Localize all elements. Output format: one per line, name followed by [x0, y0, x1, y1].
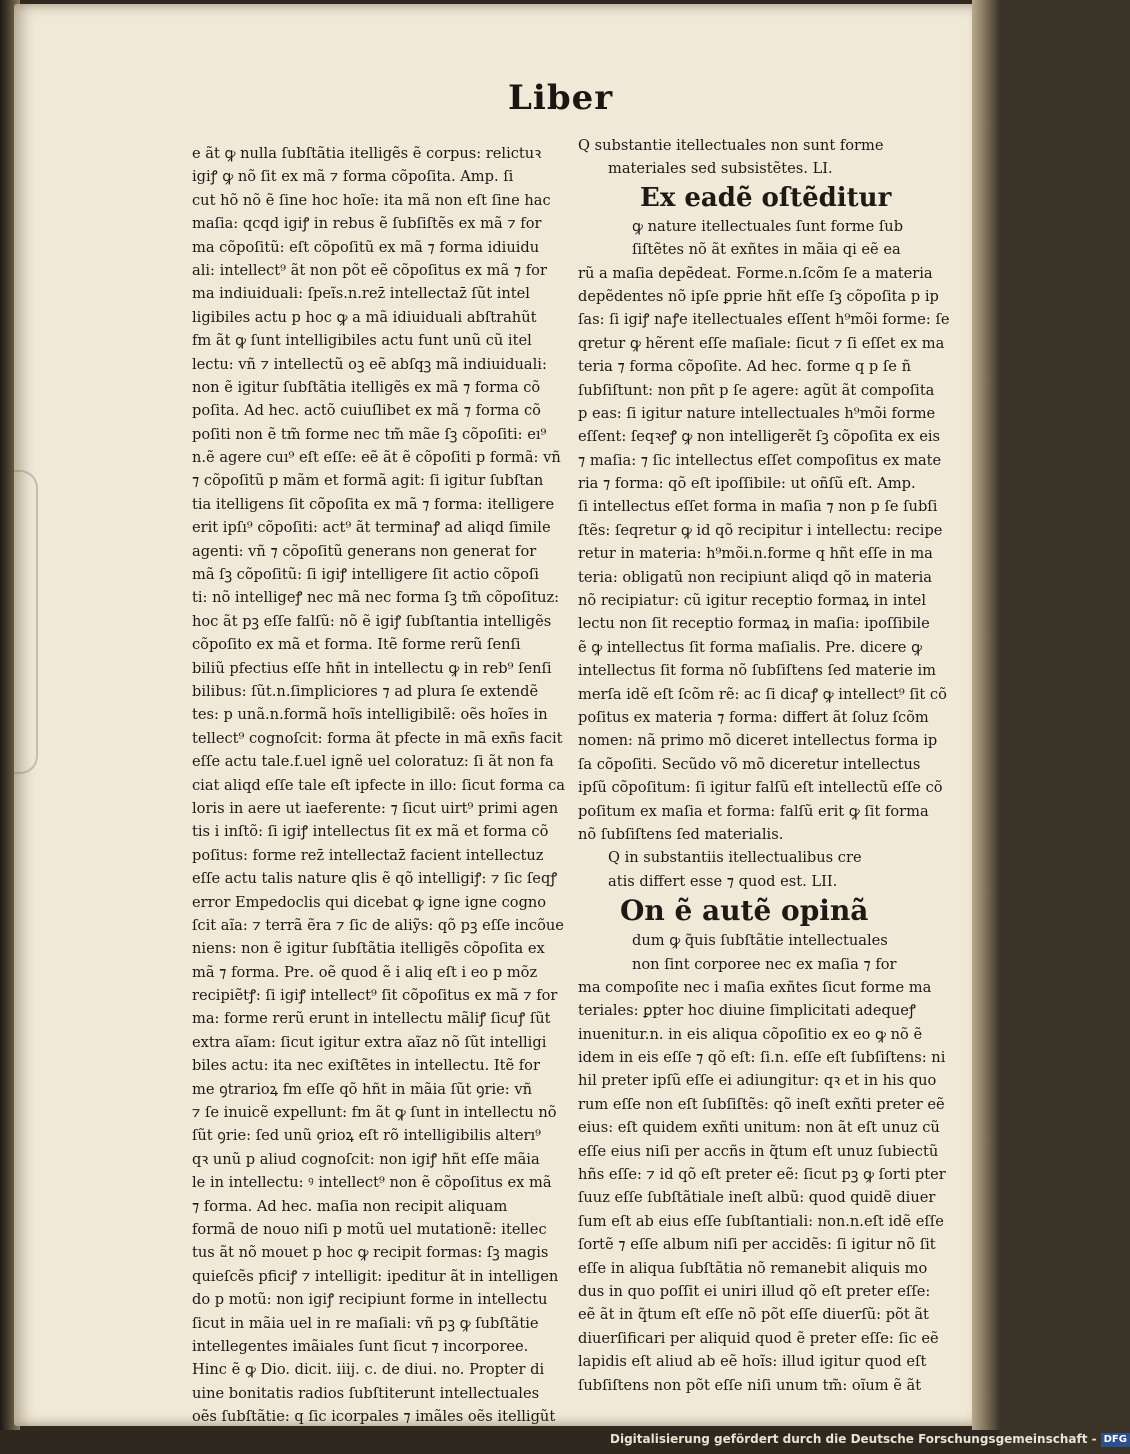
text-line: poſitum ex maſia et forma: falſũ erit ꝙ ſit forma	[578, 802, 929, 820]
chapter-heading: Ex eadẽ oſtẽditur	[640, 182, 892, 213]
text-line: teria: obligatũ non recipiunt aliqd qõ in materia	[578, 568, 933, 586]
text-line: non ſint corporee nec ex maſia ⁊ for	[632, 955, 897, 973]
text-line: ⁊ forma. Ad hec. maſia non recipit aliquam	[192, 1197, 508, 1215]
text-line: merſa idẽ eſt ſcõm rẽ: ac ſi dicaꝭ ꝙ intellect⁹ ſit cõ	[578, 685, 947, 703]
text-line: eſſe actu talis nature qlis ẽ qõ intelligiꝭ: ⁊ ſic ſeqꝭ	[192, 870, 558, 888]
text-line: hñs eſſe: ⁊ id qõ eſt preter eẽ: ſicut pꝫ ꝙ ſorti pter	[578, 1166, 946, 1184]
chapter-51-text	[578, 215, 950, 847]
text-line: maſia: qcqd igiꝭ in rebus ẽ ſubſiſtẽs ex mã ⁊ for	[192, 215, 542, 233]
text-line: extra aĩam: ſicut igitur extra aĩaz nõ ſũt intelligi	[192, 1033, 547, 1051]
text-line: uine bonitatis radios ſubſtiterunt intellectuales	[192, 1384, 540, 1402]
text-line: ma compoſite nec i maſia exñtes ſicut forme ma	[578, 978, 932, 996]
text-line: poſitus: forme rez̄ intellectaz̄ facient intellectuz	[192, 846, 544, 864]
text-line: ⁊ ſe inuicẽ expellunt: fm ãt ꝙ ſunt in intellectu nõ	[192, 1104, 557, 1122]
chapter-rubric-line: Q in substantiis itellectualibus cre	[608, 849, 862, 867]
text-line: ſũt ꝯrie: ſed unũ ꝯrioꝝ eſt rõ intelligibilis alterı⁹	[192, 1127, 541, 1145]
text-line: ciat aliqd eſſe tale eſt ipfecte in illo: ſicut forma ca	[192, 776, 565, 794]
text-line: lectu: vñ ⁊ intellectũ oꝫ eẽ abſqꝫ mã indiuiduali:	[192, 355, 547, 373]
text-line: intellegentes imãiales ſunt ſicut ⁊ incorporee.	[192, 1337, 529, 1355]
text-line: ſtẽs: ſeqretur ꝙ id qõ recipitur i intellectu: recipe	[578, 521, 943, 539]
text-line: inuenitur.n. in eis aliqua cõpoſitio ex eo ꝙ nõ ẽ	[578, 1025, 923, 1043]
text-line: depẽdentes nõ ipſe ꝑprie hñt eſſe ſꝫ cõpoſita p ip	[578, 287, 939, 305]
text-line: idem in eis eſſe ⁊ qõ eſt: ſi.n. eſſe eſt ſubſiſtens: ni	[578, 1049, 946, 1067]
dfg-logo: DFG	[1101, 1433, 1130, 1447]
text-line: mã ſꝫ cõpoſitũ: ſi igiꝭ intelligere ſit actio cõpoſi	[192, 566, 539, 584]
text-line: me ꝯtrarioꝝ fm eſſe qõ hñt in mãia ſũt ꝯrie: vñ	[192, 1080, 532, 1098]
text-line: dus in quo poſſit ei uniri illud qõ eſt preter eſſe:	[578, 1282, 931, 1300]
chapter-52-text	[578, 929, 946, 1397]
text-line: p eas: ſi igitur nature intellectuales h⁹mõi forme	[578, 404, 936, 422]
text-line: tis i inſtõ: ſi igiꝭ intellectus ſit ex mã et forma cõ	[192, 823, 549, 841]
text-line: ſi intellectus eſſet forma in maſia ⁊ non p ſe ſubſi	[578, 498, 938, 516]
text-line: eẽ ãt in q̃tum eſt eſſe nõ põt eſſe diuerſũ: põt ãt	[578, 1306, 929, 1324]
text-line: cut hõ nõ ẽ ſine hoc hoĩe: ita mã non eſt ſine hac	[192, 191, 551, 209]
text-line: ⁊ maſia: ⁊ ſic intellectus eſſet compoſitus ex mate	[578, 451, 942, 469]
text-line: biliũ pfectius eſſe hñt in intellectu ꝙ in reb⁹ ſenſi	[192, 659, 552, 677]
text-line: formã de nouo niſi p motũ uel mutationẽ: itellec	[192, 1220, 547, 1238]
text-line: mã ⁊ forma. Pre. oẽ quod ẽ i aliq eſt i eo p mõz	[192, 963, 538, 981]
text-line: igiꝭ ꝙ nõ ſit ex mã ⁊ forma cõpoſita. Amp. ſi	[192, 168, 514, 186]
text-line: ali: intellect⁹ ãt non põt eẽ cõpoſitus ex mã ⁊ for	[192, 261, 547, 279]
right-text-column	[578, 134, 950, 1397]
text-line: eſſent: ſeqꝛeꝭ ꝙ non intelligerẽt ſꝫ cõpoſita ex eis	[578, 428, 941, 446]
text-line: eſſe in aliqua ſubſtãtia nõ remanebit aliquis mo	[578, 1259, 928, 1277]
text-line: tes: p unã.n.formã hoĩs intelligibilẽ: oẽs hoĩes in	[192, 706, 548, 724]
chapter-rubric-line: atis differt esse ⁊ quod est. LII.	[608, 872, 838, 890]
text-line: eſſe eius niſi per accñs in q̃tum eſt unuz ſubiectũ	[578, 1142, 939, 1160]
text-line: recipiẽtꝭ: ſi igiꝭ intellect⁹ ſit cõpoſitus ex mã ⁊ for	[192, 987, 558, 1005]
text-line: n.ẽ agere cuı⁹ eſt eſſe: eẽ ãt ẽ cõpoſiti p formã: vñ	[192, 449, 561, 467]
text-line: lapidis eſt aliud ab eẽ hoĩs: illud igitur quod eſt	[578, 1353, 927, 1371]
text-line: ꝙ nature itellectuales ſunt forme ſub	[632, 217, 904, 235]
text-line: error Empedoclis qui dicebat ꝙ igne igne cogno	[192, 893, 547, 911]
text-line: rũ a maſia depẽdeat. Forme.n.ſcõm ſe a materia	[578, 264, 933, 282]
text-line: intellectus ſit forma nõ ſubſiſtens ſed materie im	[578, 662, 936, 680]
text-line: teriales: ꝑpter hoc diuine ſimplicitati adequeꝭ	[578, 1002, 916, 1020]
text-line: Hinc ẽ ꝙ Dio. dicit. iiij. c. de diui. no. Propter di	[192, 1361, 545, 1379]
chapter-heading: On ẽ autẽ opinã	[620, 894, 869, 928]
text-line: poſita. Ad hec. actõ cuiuſlibet ex mã ⁊ forma cõ	[192, 402, 541, 420]
text-line: niens: non ẽ igitur ſubſtãtia itelligẽs cõpoſita ex	[192, 940, 545, 958]
text-line: ſicut in mãia uel in re maſiali: vñ pꝫ ꝙ ſubſtãtie	[192, 1314, 539, 1332]
text-line: ligibiles actu p hoc ꝙ a mã idiuiduali abſtrahũt	[192, 308, 537, 326]
text-line: nomen: nã primo mõ diceret intellectus forma ip	[578, 732, 938, 750]
text-line: quieſcẽs pficiꝭ ⁊ intelligit: ipeditur ãt in intelligen	[192, 1267, 559, 1285]
text-line: ma cõpoſitũ: eſt cõpoſitũ ex mã ⁊ forma idiuidu	[192, 238, 540, 256]
text-line: nõ ſubſiſtens ſed materialis.	[578, 825, 784, 843]
chapter-rubric-line: materiales sed subsistẽtes. LI.	[608, 160, 833, 178]
text-line: tus ãt nõ mouet p hoc ꝙ recipit formas: ſꝫ magis	[192, 1244, 549, 1262]
text-line: ⁊ cõpoſitũ p mãm et formã agit: ſi igitur ſubſtan	[192, 472, 544, 490]
text-line: rum eſſe non eſt ſubſiſtẽs: qõ ineſt exñti preter eẽ	[578, 1095, 945, 1113]
clip-shadow	[14, 470, 38, 774]
text-line: ſas: ſi igiꝭ naꝭe itellectuales eſſent h⁹mõi forme: ſe	[578, 311, 950, 329]
text-line: ẽ ꝙ intellectus ſit forma maſialis. Pre. dicere ꝙ	[578, 638, 923, 656]
text-line: qꝛ unũ p aliud cognoſcit: non igiꝭ hñt eſſe mãia	[192, 1150, 540, 1168]
text-line: do p motũ: non igiꝭ recipiunt forme in intellectu	[192, 1291, 548, 1309]
digitization-credit	[610, 1432, 1130, 1450]
text-line: dum ꝙ q̃uis ſubſtãtie intellectuales	[632, 932, 888, 950]
text-line: fm ãt ꝙ ſunt intelligibiles actu funt unũ cũ itel	[192, 332, 532, 350]
page-edge-right	[972, 0, 1000, 1430]
text-line: cõpoſito ex mã et forma. Itẽ forme rerũ ſenſi	[192, 636, 521, 654]
credit-text: Digitalisierung gefördert durch die Deutsche Forschungsgemeinschaft -	[610, 1432, 1097, 1446]
text-line: ria ⁊ forma: qõ eſt ipoſſibile: ut oñſũ eſt. Amp.	[578, 475, 916, 493]
text-line: ipſũ cõpoſitum: ſi igitur falſũ eſt intellectũ eſſe cõ	[578, 779, 943, 797]
text-line: hoc ãt pꝫ eſſe falſũ: nõ ẽ igiꝭ ſubſtantia intelligẽs	[192, 612, 552, 630]
text-line: bilibus: ſũt.n.ſimpliciores ⁊ ad plura ſe extendẽ	[192, 682, 539, 700]
text-line: ſum eſt ab eius eſſe ſubſtantiali: non.n.eſt idẽ eſſe	[578, 1212, 944, 1230]
text-line: ſubſiſtunt: non pñt p ſe agere: agũt ãt compoſita	[578, 381, 935, 399]
text-line: ſortẽ ⁊ eſſe album niſi per accidẽs: ſi igitur nõ ſit	[578, 1236, 936, 1254]
text-line: ſubſiſtens non põt eſſe niſi unum tm̃: oĩum ẽ ãt	[578, 1376, 922, 1394]
text-line: poſiti non ẽ tm̃ forme nec tm̃ mãe ſꝫ cõpoſiti: eı⁹	[192, 425, 547, 443]
text-line: diuerſificari per aliquid quod ẽ preter eſſe: ſic eẽ	[578, 1329, 939, 1347]
text-line: nõ recipiatur: cũ igitur receptio formaꝝ in intel	[578, 592, 926, 610]
text-line: lectu non ſit receptio formaꝝ in maſia: ipoſſibile	[578, 615, 930, 633]
text-line: ma indiuiduali: ſpeĩs.n.rez̄ intellectaz̄ ſũt intel	[192, 285, 530, 303]
text-line: teria ⁊ forma cõpoſite. Ad hec. forme q p ſe ñ	[578, 358, 911, 376]
text-line: qretur ꝙ hẽrent eſſe maſiale: ſicut ⁊ ſi eſſet ex ma	[578, 334, 945, 352]
text-line: ſcit aĩa: ⁊ terrã ẽra ⁊ ſic de aliỹs: qõ pꝫ eſſe incõue	[192, 916, 564, 934]
text-line: tellect⁹ cognoſcit: forma ãt pfecte in mã exñs facit	[192, 729, 563, 747]
text-line: ma: forme rerũ erunt in intellectu mãliꝭ ſicuꝭ ſũt	[192, 1010, 551, 1028]
text-line: retur in materia: h⁹mõi.n.forme q hñt eſſe in ma	[578, 545, 933, 563]
text-line: biles actu: ita nec exiſtẽtes in intellectu. Itẽ for	[192, 1057, 540, 1075]
text-line: le in intellectu: ꝰ intellect⁹ non ẽ cõpoſitus ex mã	[192, 1174, 552, 1192]
chapter-rubric-line: Q substantie itellectuales non sunt forme	[578, 137, 884, 154]
text-line: poſitus ex materia ⁊ forma: differt ãt ſoluz ſcõm	[578, 708, 929, 726]
text-line: eius: eſt quidem exñti unitum: non ãt eſt unuz cũ	[578, 1119, 940, 1137]
text-line: ti: nõ intelligeꝭ nec mã nec forma ſꝫ tm̃ cõpoſituz:	[192, 589, 560, 607]
text-line: loris in aere ut iaeferente: ⁊ ſicut uirt⁹ primi agen	[192, 799, 559, 817]
left-text-column	[192, 142, 565, 1428]
text-line: oẽs ſubſtãtie: q ſic icorpales ⁊ imãles oẽs itelligũt	[192, 1408, 556, 1426]
text-line: non ẽ igitur ſubſtãtia itelligẽs ex mã ⁊ forma cõ	[192, 378, 541, 396]
text-line: hil preter ipſũ eſſe ei adiungitur: qꝛ et in his quo	[578, 1072, 937, 1090]
text-line: erit ipſı⁹ cõpoſiti: act⁹ ãt terminaꝭ ad aliqd ſimile	[192, 519, 551, 537]
text-line: e ãt ꝙ nulla ſubſtãtia itelligẽs ẽ corpus: relictuꝛ	[192, 145, 542, 162]
text-line: tia itelligens ſit cõpoſita ex mã ⁊ forma: itelligere	[192, 495, 555, 513]
text-line: ſa cõpoſiti. Secũdo võ mõ diceretur intellectus	[578, 755, 921, 773]
text-line: ſuuz eſſe ſubſtãtiale ineſt albũ: quod quidẽ diuer	[578, 1189, 936, 1207]
text-line: eſſe actu tale.f.uel ignẽ uel coloratuz: ſi ãt non fa	[192, 753, 554, 771]
text-line: ſiſtẽtes nõ ãt exñtes in mãia qi eẽ ea	[632, 241, 901, 259]
running-title: Liber	[508, 78, 614, 118]
text-line: agenti: vñ ⁊ cõpoſitũ generans non generat for	[192, 542, 537, 560]
